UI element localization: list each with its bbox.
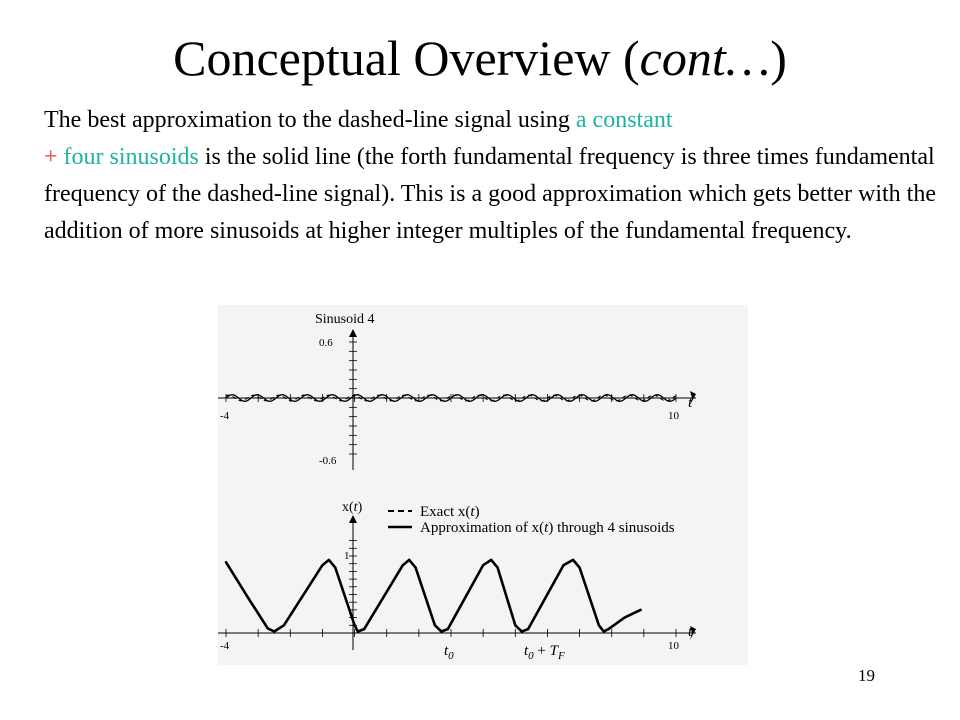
chart-svg — [218, 305, 748, 665]
body-text-1: The best approximation to the dashed-line signal using — [44, 107, 576, 133]
chart1-xlabel: t — [688, 395, 693, 411]
chart-figure — [218, 305, 748, 665]
body-paragraph — [44, 102, 944, 250]
legend-label-approx: Approximation of x(t) through 4 sinusoids — [420, 520, 675, 536]
figure-background — [218, 305, 748, 665]
chart1-xtick-left: -4 — [220, 410, 230, 422]
chart1-xtick-right: 10 — [668, 410, 679, 422]
slide-title — [0, 28, 960, 88]
highlight-constant: a constant — [575, 107, 673, 133]
highlight-four-sinusoids: four sinusoids — [57, 144, 199, 170]
chart2-xlabel: t — [688, 624, 693, 640]
plus-sign: + — [44, 144, 58, 170]
chart2-xtick-right: 10 — [668, 640, 679, 652]
chart1-ytick-top: 0.6 — [319, 337, 333, 349]
title-main: Conceptual Overview ( — [173, 30, 640, 86]
chart1-title: Sinusoid 4 — [315, 312, 375, 327]
chart2-ytick-1: 1 — [344, 550, 350, 562]
legend-label-exact: Exact x(t) — [420, 504, 480, 520]
title-close: ) — [770, 30, 787, 86]
annotation-t0-plus-tf: $t_0 + T_F$ — [524, 643, 565, 662]
chart2-ylabel: x(t) — [342, 500, 363, 515]
annotation-t0: $t_0$ — [444, 643, 454, 662]
page-number: 19 — [858, 666, 875, 685]
chart1-ytick-bottom: -0.6 — [319, 455, 337, 467]
body-text-2: is the solid line (the forth fundamental frequency is three times fundamental frequency of the dashed-line signal). This is a good approximation which gets better with the addition of more sinusoids at higher integer multiples of the fundamental frequency. — [44, 144, 936, 244]
chart2-xtick-left: -4 — [220, 640, 230, 652]
title-italic: cont… — [639, 30, 771, 86]
